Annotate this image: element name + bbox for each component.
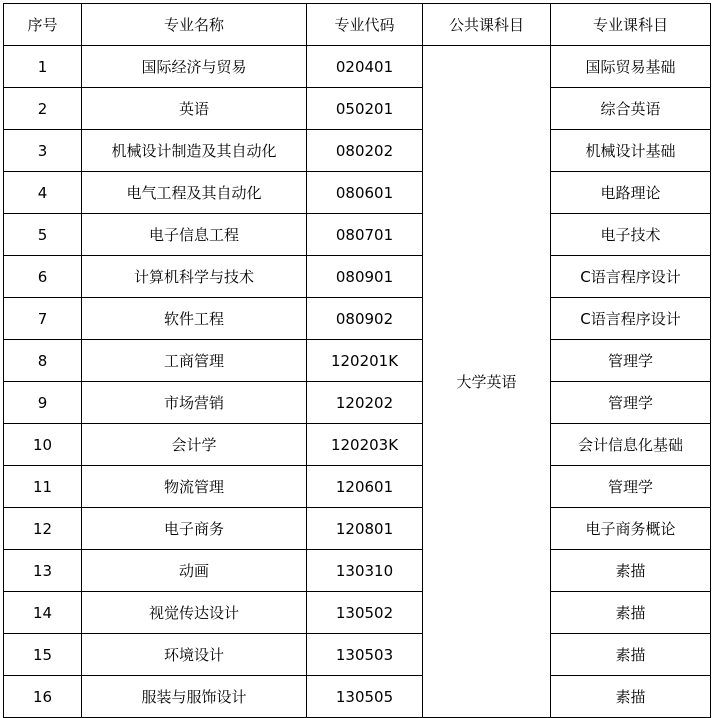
- cell-major-subject: 电子技术: [551, 214, 711, 256]
- table-row: [4, 508, 711, 550]
- cell-major-subject: 综合英语: [551, 88, 711, 130]
- cell-major-code: 130503: [307, 634, 423, 676]
- cell-no: 9: [4, 382, 82, 424]
- cell-major-subject: 电路理论: [551, 172, 711, 214]
- header-major-subject: 专业课科目: [551, 4, 711, 46]
- table-row: [4, 382, 711, 424]
- cell-major-subject: 国际贸易基础: [551, 46, 711, 88]
- cell-major-code: 080901: [307, 256, 423, 298]
- table-row: [4, 634, 711, 676]
- cell-no: 5: [4, 214, 82, 256]
- cell-major-name: 动画: [82, 550, 307, 592]
- cell-major-name: 计算机科学与技术: [82, 256, 307, 298]
- table-row: [4, 214, 711, 256]
- table-row: [4, 130, 711, 172]
- cell-major-name: 机械设计制造及其自动化: [82, 130, 307, 172]
- majors-table: [3, 3, 711, 718]
- table-row: [4, 298, 711, 340]
- cell-major-code: 130502: [307, 592, 423, 634]
- table-row: [4, 424, 711, 466]
- cell-major-name: 视觉传达设计: [82, 592, 307, 634]
- cell-no: 1: [4, 46, 82, 88]
- cell-major-subject: 素描: [551, 676, 711, 718]
- table-row: [4, 550, 711, 592]
- cell-no: 10: [4, 424, 82, 466]
- cell-major-name: 服装与服饰设计: [82, 676, 307, 718]
- cell-major-subject: 机械设计基础: [551, 130, 711, 172]
- table-row: [4, 676, 711, 718]
- cell-major-code: 080902: [307, 298, 423, 340]
- table-header: [4, 4, 711, 46]
- table-body: [4, 46, 711, 718]
- cell-major-code: 120202: [307, 382, 423, 424]
- cell-major-code: 080601: [307, 172, 423, 214]
- cell-no: 15: [4, 634, 82, 676]
- cell-no: 4: [4, 172, 82, 214]
- cell-major-name: 物流管理: [82, 466, 307, 508]
- cell-public-subject: 大学英语: [423, 46, 551, 718]
- cell-major-code: 120203K: [307, 424, 423, 466]
- cell-no: 8: [4, 340, 82, 382]
- cell-major-code: 120601: [307, 466, 423, 508]
- cell-major-code: 120801: [307, 508, 423, 550]
- cell-major-name: 软件工程: [82, 298, 307, 340]
- cell-no: 11: [4, 466, 82, 508]
- cell-major-subject: C语言程序设计: [551, 256, 711, 298]
- cell-major-name: 国际经济与贸易: [82, 46, 307, 88]
- table-row: [4, 592, 711, 634]
- cell-major-code: 080202: [307, 130, 423, 172]
- cell-no: 12: [4, 508, 82, 550]
- cell-major-code: 130310: [307, 550, 423, 592]
- header-major-name: 专业名称: [82, 4, 307, 46]
- cell-major-name: 英语: [82, 88, 307, 130]
- cell-major-subject: 管理学: [551, 466, 711, 508]
- cell-major-subject: 素描: [551, 592, 711, 634]
- cell-no: 16: [4, 676, 82, 718]
- cell-no: 6: [4, 256, 82, 298]
- table-row: [4, 466, 711, 508]
- header-public-subject: 公共课科目: [423, 4, 551, 46]
- cell-major-code: 050201: [307, 88, 423, 130]
- cell-major-code: 130505: [307, 676, 423, 718]
- cell-major-name: 市场营销: [82, 382, 307, 424]
- cell-no: 7: [4, 298, 82, 340]
- cell-major-code: 080701: [307, 214, 423, 256]
- header-major-code: 专业代码: [307, 4, 423, 46]
- cell-major-name: 工商管理: [82, 340, 307, 382]
- cell-no: 14: [4, 592, 82, 634]
- cell-major-name: 电子商务: [82, 508, 307, 550]
- cell-major-name: 电气工程及其自动化: [82, 172, 307, 214]
- header-row: [4, 4, 711, 46]
- cell-major-subject: 素描: [551, 634, 711, 676]
- cell-major-code: 120201K: [307, 340, 423, 382]
- cell-major-subject: 管理学: [551, 340, 711, 382]
- cell-no: 2: [4, 88, 82, 130]
- table-row: [4, 46, 711, 88]
- table-row: [4, 256, 711, 298]
- cell-major-name: 电子信息工程: [82, 214, 307, 256]
- cell-major-name: 会计学: [82, 424, 307, 466]
- cell-no: 3: [4, 130, 82, 172]
- cell-major-subject: 会计信息化基础: [551, 424, 711, 466]
- cell-no: 13: [4, 550, 82, 592]
- cell-major-subject: 管理学: [551, 382, 711, 424]
- table-row: [4, 172, 711, 214]
- cell-major-subject: 素描: [551, 550, 711, 592]
- table-row: [4, 340, 711, 382]
- table-row: [4, 88, 711, 130]
- header-no: 序号: [4, 4, 82, 46]
- cell-major-name: 环境设计: [82, 634, 307, 676]
- cell-major-code: 020401: [307, 46, 423, 88]
- cell-major-subject: 电子商务概论: [551, 508, 711, 550]
- cell-major-subject: C语言程序设计: [551, 298, 711, 340]
